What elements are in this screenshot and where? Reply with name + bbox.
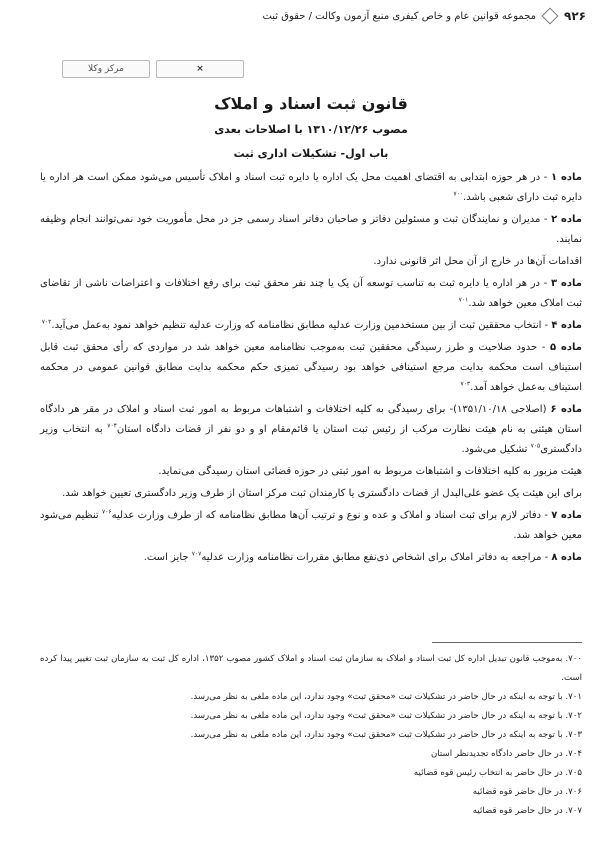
footnote-707 bbox=[40, 802, 582, 821]
footnote-number: ۷۰۶. bbox=[565, 787, 582, 797]
article-label: ماده ۳ bbox=[550, 278, 582, 289]
footnote-text: در حال حاضر قوه قضائیه bbox=[472, 806, 566, 816]
footnote-number: ۷۰۰. bbox=[565, 654, 582, 664]
footnote-text: در حال حاضر به انتخاب رئیس قوه قضائیه bbox=[413, 768, 566, 778]
article-3 bbox=[40, 274, 582, 314]
footnote-text: در حال حاضر قوه قضائیه bbox=[472, 787, 566, 797]
article-text: - حدود صلاحیت و طرز رسیدگی محققین ثبت به‌موجب نظامنامه معین خواهد شد در مواردی که رأی محقق ثبت قابل استیناف است محکمه بدایت مرجع استینافی خواهد بود رسیدگی تمیزی حکم محکمه بدایت مطابق قوانین عمومی در محکمه استیناف به‌عمل خواهد آمد. bbox=[40, 342, 582, 393]
running-title: مجموعه قوانین عام و خاص کیفری منبع آزمون وکالت / حقوق ثبت bbox=[262, 10, 537, 22]
footnote-702 bbox=[40, 707, 582, 726]
article-8 bbox=[40, 548, 582, 568]
footnote-ref: ۷۰۰ bbox=[453, 190, 464, 198]
document-body bbox=[40, 92, 582, 570]
law-title: قانون ثبت اسناد و املاک bbox=[214, 94, 408, 113]
footnotes bbox=[40, 650, 582, 821]
article-text: به انتخاب وزیر دادگستری bbox=[40, 424, 582, 455]
footnote-number: ۷۰۳. bbox=[565, 730, 582, 740]
page-number: ۹۲۶ bbox=[564, 9, 586, 23]
article-text: برای این هیئت یک عضو علی‌البدل از قضات دادگستری یا کارمندان ثبت مرکز استان از طرف وزیر دادگستری تعیین خواهد شد. bbox=[62, 488, 582, 499]
footnote-704 bbox=[40, 745, 582, 764]
footnote-ref: ۷۰۲ bbox=[41, 318, 52, 326]
footnote-ref: ۷۰۷ bbox=[191, 550, 202, 558]
article-1 bbox=[40, 168, 582, 208]
tab-close-button[interactable]: × bbox=[156, 60, 244, 78]
footnote-706 bbox=[40, 783, 582, 802]
chapter-heading: باب اول- تشکیلات اداری ثبت bbox=[233, 147, 389, 160]
article-text: - مدیران و نمایندگان ثبت و مسئولین دفاتر و صاحبان دفاتر اسناد رسمی جز در محل مأموریت خود نمی‌توانند انجام وظیفه نمایند. bbox=[40, 214, 582, 245]
article-text: هیئت مزبور به کلیه اختلافات و اشتباهات مربوط به امور ثبتی در حوزه قضائی استان رسیدگی می‌نماید. bbox=[158, 466, 582, 477]
article-text: اقدامات آن‌ها در خارج از آن محل اثر قانونی ندارد. bbox=[373, 256, 582, 267]
footnote-number: ۷۰۱. bbox=[565, 692, 582, 702]
article-label: ماده ۴ bbox=[551, 320, 582, 331]
article-5 bbox=[40, 338, 582, 398]
article-6-para-3 bbox=[40, 484, 582, 504]
article-text: - انتخاب محققین ثبت از بین مستخدمین وزارت عدلیه مطابق نظامنامه که وزارت عدلیه تنظیم خواهد نمود به‌عمل می‌آید. bbox=[51, 320, 552, 331]
article-7 bbox=[40, 506, 582, 546]
article-6 bbox=[40, 400, 582, 460]
tab-bar bbox=[62, 60, 244, 78]
article-label: ماده ۸ bbox=[551, 552, 582, 563]
article-text: - مراجعه به دفاتر املاک برای اشخاص ذی‌نفع مطابق مقررات نظامنامه وزارت عدلیه bbox=[201, 552, 552, 563]
footnote-text: در حال حاضر دادگاه تجدیدنظر استان bbox=[430, 749, 566, 759]
article-text: - دفاتر لازم برای ثبت اسناد و املاک و عده و نوع و ترتیب آن‌ها مطابق نظامنامه که از طرف وزارت عدلیه bbox=[111, 510, 552, 521]
article-label: ماده ۲ bbox=[551, 214, 582, 225]
footnote-ref: ۷۰۱ bbox=[458, 296, 469, 304]
footnote-number: ۷۰۷. bbox=[565, 806, 582, 816]
footnote-text: با توجه به اینکه در حال حاضر در تشکیلات ثبت «محقق ثبت» وجود ندارد، این ماده ملغی به نظر می‌رسد. bbox=[190, 711, 566, 721]
article-label: ماده ۱ bbox=[551, 172, 583, 183]
footnote-text: با توجه به اینکه در حال حاضر در تشکیلات ثبت «محقق ثبت» وجود ندارد، این ماده ملغی به نظر می‌رسد. bbox=[190, 730, 566, 740]
article-label: ماده ۷ bbox=[551, 510, 582, 521]
footnote-ref: ۷۰۳ bbox=[460, 380, 471, 388]
tab-markaz-vokala[interactable]: مرکز وکلا bbox=[62, 60, 150, 78]
law-subtitle: مصوب ۱۳۱۰/۱۲/۲۶ با اصلاحات بعدی bbox=[214, 123, 408, 136]
article-4 bbox=[40, 316, 582, 336]
article-2-continued bbox=[40, 252, 582, 272]
article-text: تنظیم می‌شود معین خواهد شد. bbox=[40, 510, 582, 541]
footnote-705 bbox=[40, 764, 582, 783]
footnote-701 bbox=[40, 688, 582, 707]
header-right bbox=[262, 9, 586, 23]
article-label: ماده ۵ bbox=[550, 342, 582, 353]
article-text: - در هر حوزه ابتدایی به اقتضای اهمیت محل یک اداره یا دایره ثبت اسناد و املاک تأسیس می‌شود ممکن است هر اداره یا دایره ثبت دارای شعبی باشد. bbox=[40, 172, 582, 203]
article-text: جایز است. bbox=[143, 552, 192, 563]
footnote-ref: ۷۰۵ bbox=[530, 442, 541, 450]
footnote-text: به‌موجب قانون تبدیل اداره کل ثبت اسناد و املاک به سازمان ثبت اسناد و املاک کشور مصوب ۱۳۵۲، اداره کل ثبت به سازمان ثبت تغییر پیدا کرده است. bbox=[40, 654, 582, 683]
diamond-ornament-icon bbox=[542, 8, 559, 25]
footnote-text: با توجه به اینکه در حال حاضر در تشکیلات ثبت «محقق ثبت» وجود ندارد، این ماده ملغی به نظر می‌رسد. bbox=[190, 692, 566, 702]
footnote-number: ۷۰۵. bbox=[565, 768, 582, 778]
footnote-number: ۷۰۲. bbox=[565, 711, 582, 721]
article-text: تشکیل می‌شود. bbox=[461, 444, 531, 455]
footnote-703 bbox=[40, 726, 582, 745]
footnote-ref: ۷۰۶ bbox=[101, 508, 112, 516]
page-header bbox=[0, 0, 600, 32]
article-label: ماده ۶ bbox=[550, 404, 583, 415]
article-text: (اصلاحی ۱۳۵۱/۱۰/۱۸)- برای رسیدگی به کلیه اختلافات و اشتباهات مربوط به امور ثبت اسناد و املاک در مقر هر دادگاه استان هیئتی به نام هیئت نظارت مرکب از رئیس ثبت استان یا قائم‌مقام او و دو نفر از قضات دادگاه استان bbox=[40, 404, 582, 435]
footnote-number: ۷۰۴. bbox=[565, 749, 582, 759]
footnote-divider bbox=[432, 642, 582, 643]
article-text: - در هر اداره یا دایره ثبت به تناسب توسعه آن یک یا چند نفر محقق ثبت برای رفع اختلافات و اعتراضات ناشی از تقاضای ثبت املاک معین خواهد شد. bbox=[40, 278, 582, 309]
article-6-para-2 bbox=[40, 462, 582, 482]
article-2 bbox=[40, 210, 582, 250]
footnote-700 bbox=[40, 650, 582, 688]
footnote-ref: ۷۰۴ bbox=[107, 422, 117, 430]
